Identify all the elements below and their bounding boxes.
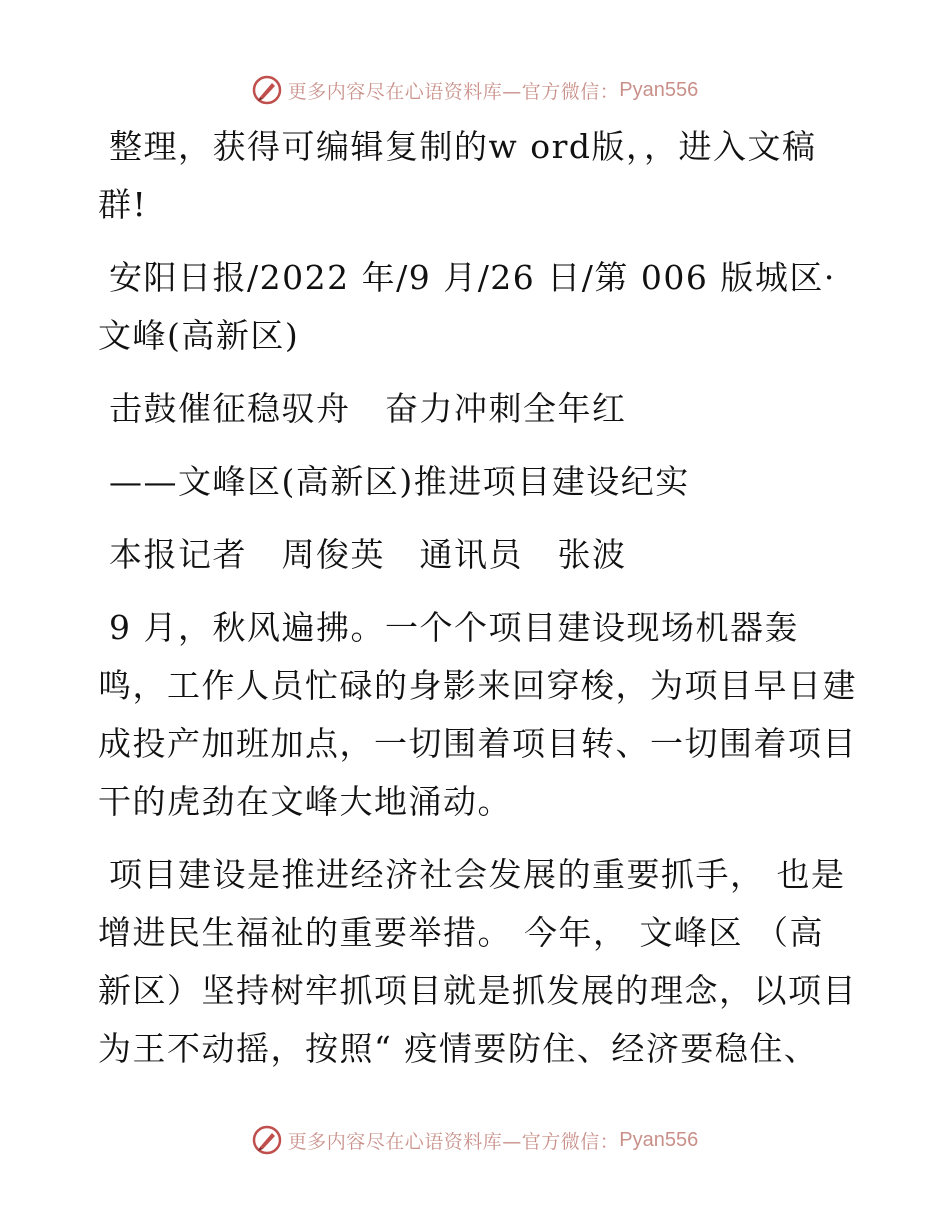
paragraph-body-1: 9 月，秋风遍拂。一个个项目建设现场机器轰鸣，工作人员忙碌的身影来回穿梭，为项目早日建成投产加班加点，一切围着项目转、一切围着项目干的虎劲在文峰大地涌动。 [98,608,857,821]
article-subtitle: ——文峰区(高新区)推进项目建设纪实 [109,462,690,501]
pen-circle-logo-icon [252,75,282,105]
document-body [98,118,858,1093]
watermark-wechat-id: Pyan556 [619,1128,699,1151]
header-watermark [0,70,950,110]
article-byline: 本报记者 周俊英 通讯员 张波 [109,535,627,574]
paragraph-intro: 整理，获得可编辑复制的w ord版，，进入文稿群! [98,127,817,224]
watermark-wechat-id: Pyan556 [619,78,699,101]
watermark-text: 更多内容尽在心语资料库—官方微信： [287,1130,620,1153]
footer-watermark [0,1120,950,1160]
article-title: 击鼓催征稳驭舟 奋力冲刺全年红 [109,389,627,428]
paragraph-body-2: 项目建设是推进经济社会发展的重要抓手， 也是增进民生福祉的重要举措。 今年， 文峰区 （高新区）坚持树牢抓项目就是抓发展的理念，以项目为王不动摇，按照“ 疫情要防住、经济要稳住、 [98,855,857,1068]
watermark-text: 更多内容尽在心语资料库—官方微信： [287,80,620,103]
pen-circle-logo-icon [252,1125,282,1155]
paragraph-source: 安阳日报/2022 年/9 月/26 日/第 006 版城区·文峰(高新区) [98,258,836,355]
